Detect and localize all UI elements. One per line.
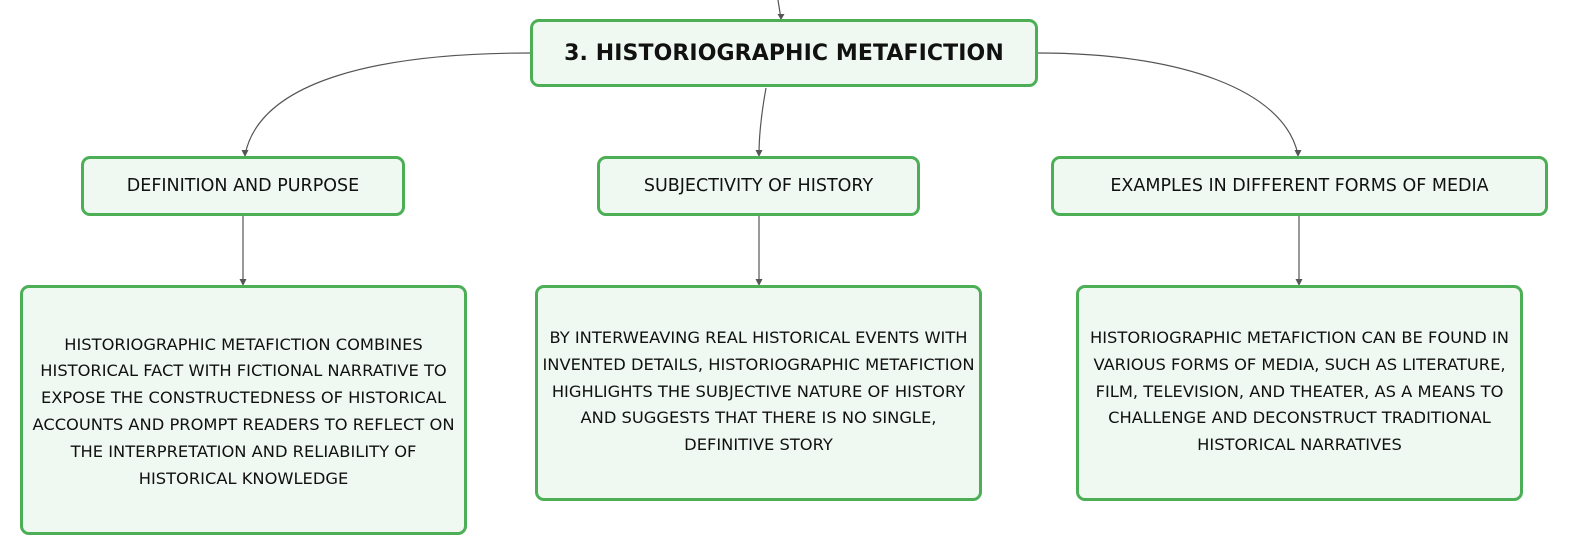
detail-node-examples-in-media[interactable] <box>1076 285 1523 501</box>
connector-root-to-definition <box>245 53 530 155</box>
detail-text-definition-and-purpose: HISTORIOGRAPHIC METAFICTION COMBINES HISTORICAL FACT WITH FICTIONAL NARRATIVE TO EXPOSE THE CONSTRUCTEDNESS OF HISTORICAL ACCOUNTS AND PROMPT READERS TO REFLECT ON THE INTERPRETATION AND RELIABILITY OF HISTORICAL KNOWLEDGE <box>32 334 455 488</box>
detail-text-subjectivity-of-history: BY INTERWEAVING REAL HISTORICAL EVENTS WITH INVENTED DETAILS, HISTORIOGRAPHIC METAFICTION HIGHLIGHTS THE SUBJECTIVE NATURE OF HISTORY AND SUGGESTS THAT THERE IS NO SINGLE, DEFINITIVE STORY <box>542 328 975 455</box>
branch-node-subjectivity-of-history[interactable] <box>597 156 920 216</box>
branch-node-examples-in-media[interactable] <box>1051 156 1548 216</box>
branch-label-subjectivity-of-history: SUBJECTIVITY OF HISTORY <box>643 176 874 196</box>
root-topic-node[interactable] <box>530 19 1038 87</box>
connector-root-to-subjectivity <box>759 88 766 155</box>
branch-label-examples-in-media: EXAMPLES IN DIFFERENT FORMS OF MEDIA <box>1110 176 1489 196</box>
connector-root-to-examples <box>1038 53 1298 155</box>
detail-text-examples-in-media: HISTORIOGRAPHIC METAFICTION CAN BE FOUND IN VARIOUS FORMS OF MEDIA, SUCH AS LITERATURE, FILM, TELEVISION, AND THEATER, AS A MEANS TO CHALLENGE AND DECONSTRUCT TRADITIONAL HISTORICAL NARRATIVES <box>1090 328 1509 455</box>
detail-node-definition-and-purpose[interactable] <box>20 285 467 535</box>
branch-node-definition-and-purpose[interactable] <box>81 156 405 216</box>
detail-node-subjectivity-of-history[interactable] <box>535 285 982 501</box>
root-topic-label: 3. HISTORIOGRAPHIC METAFICTION <box>564 40 1004 66</box>
branch-label-definition-and-purpose: DEFINITION AND PURPOSE <box>126 176 360 196</box>
